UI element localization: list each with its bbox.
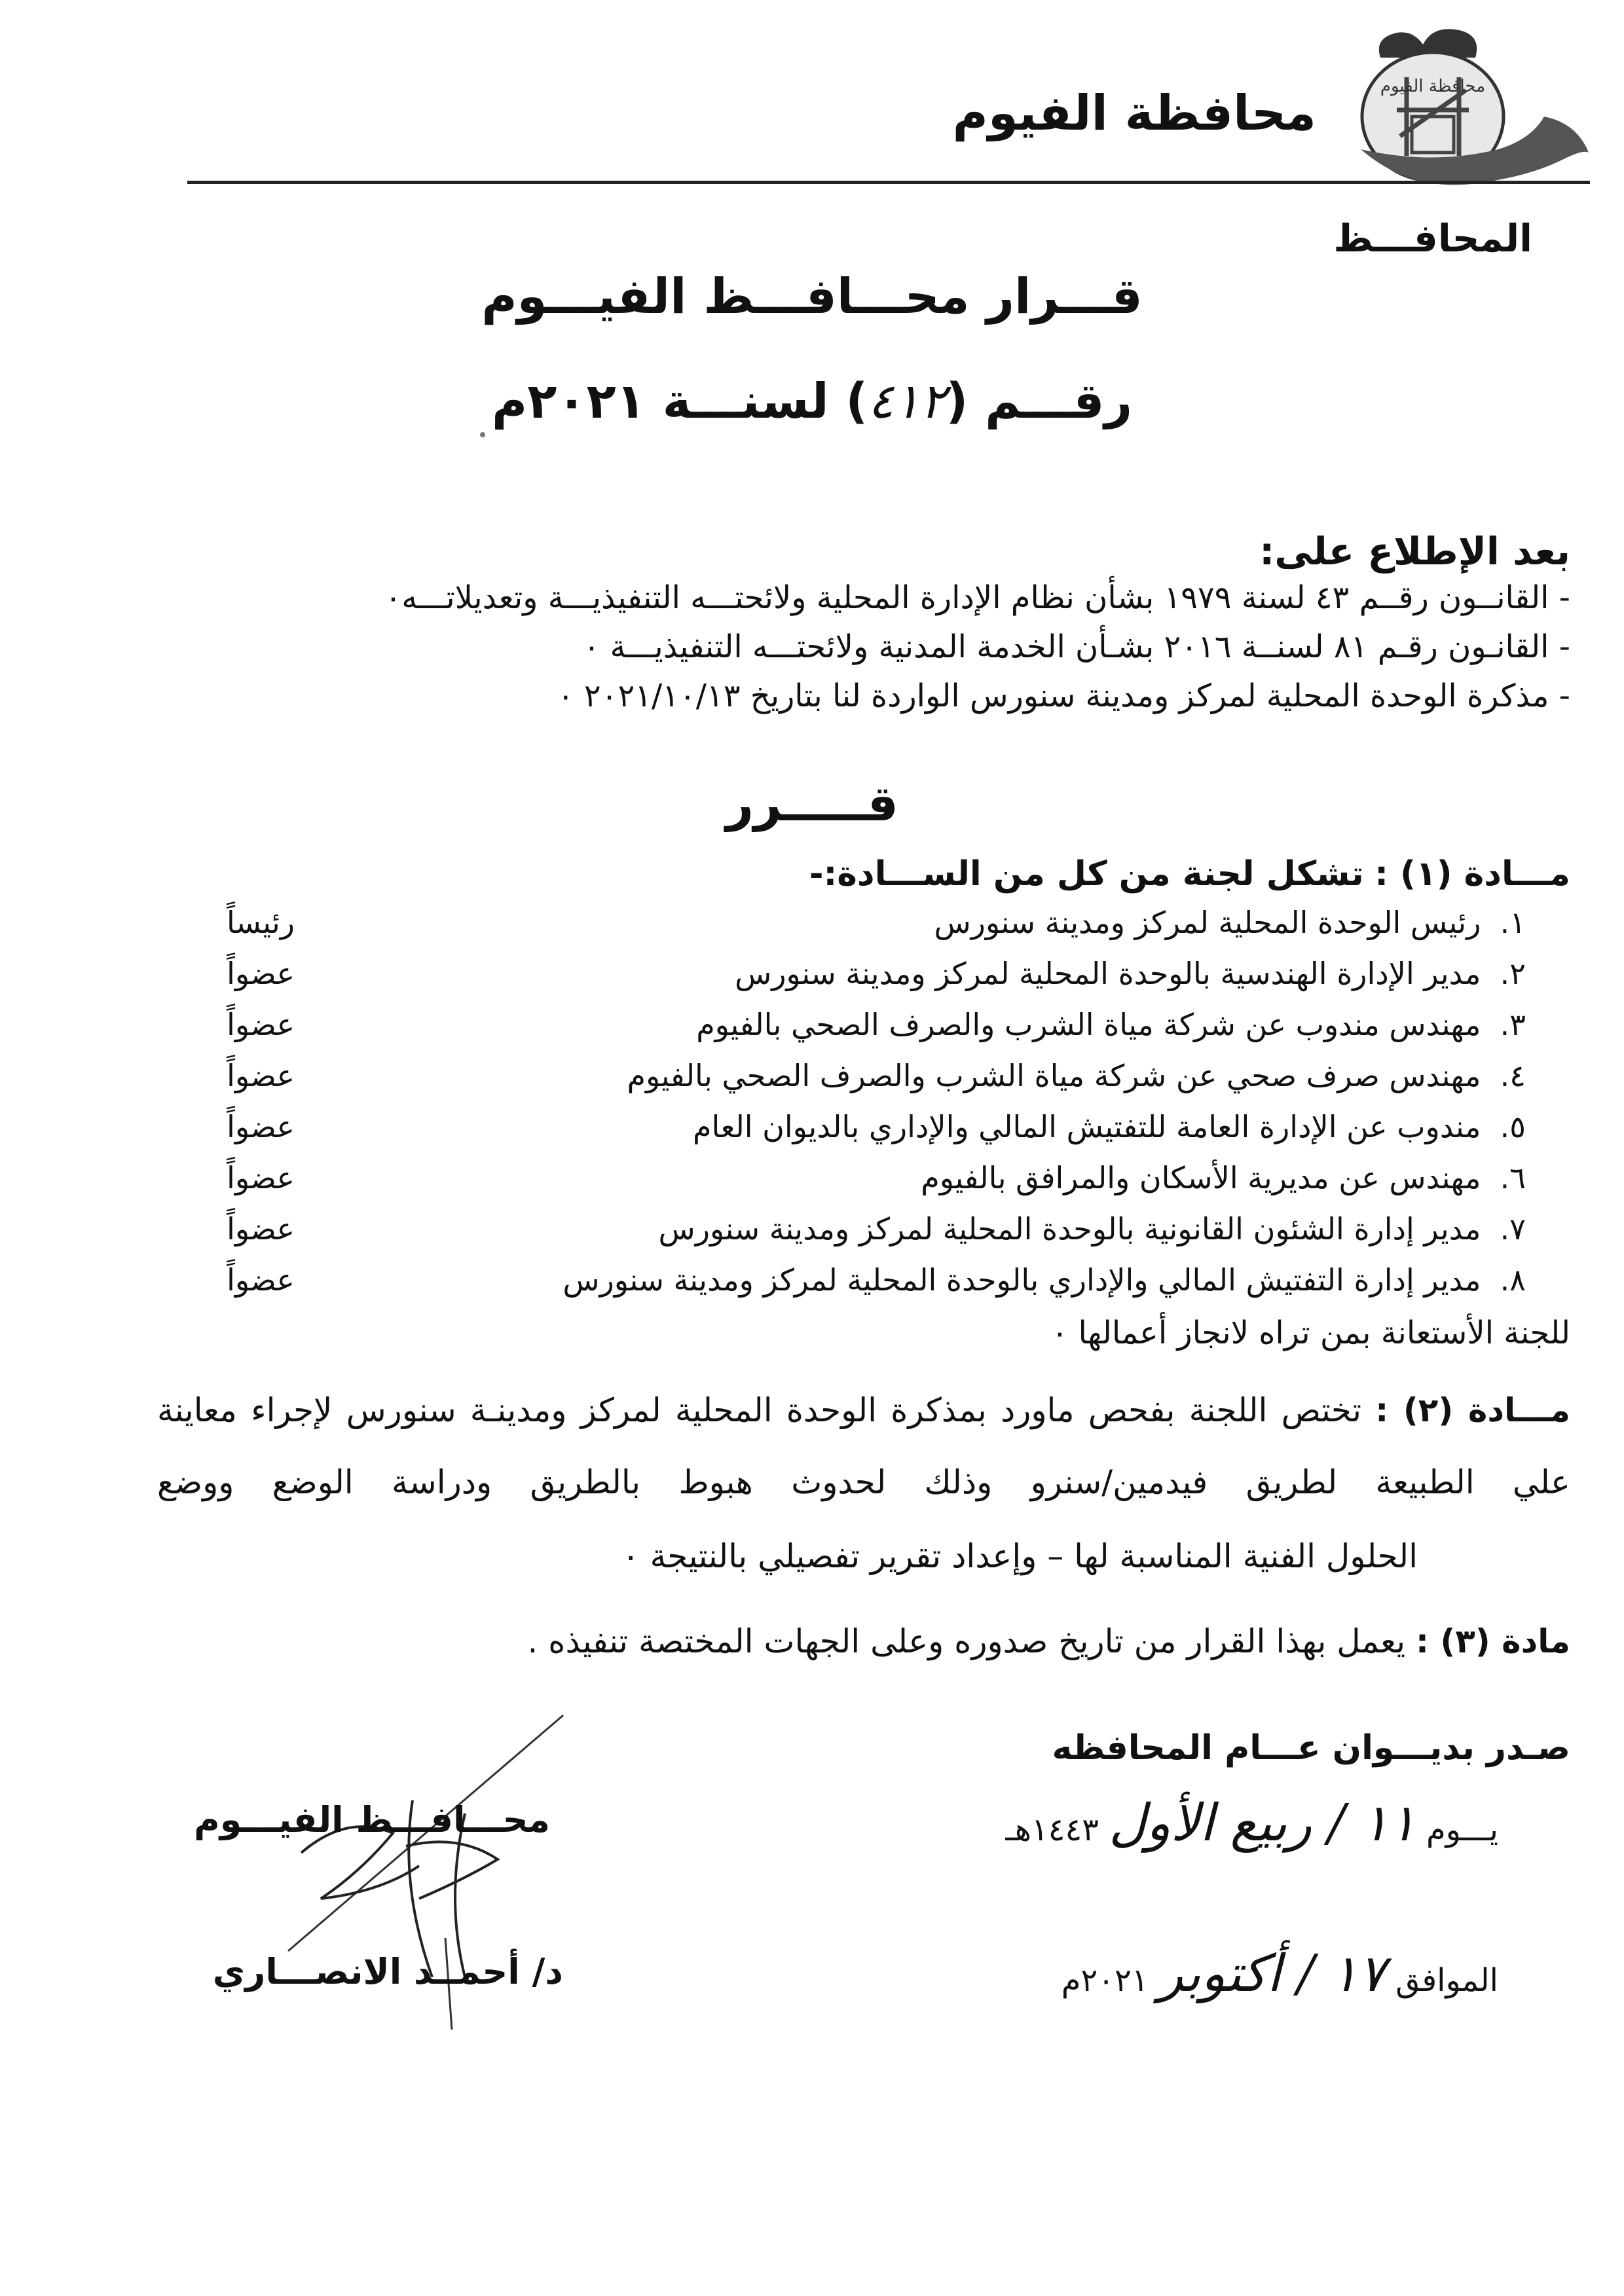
office-title: المحافـــظ [1333, 216, 1532, 261]
member-title: مدير إدارة الشئون القانونية بالوحدة المحلية لمركز ومدينة سنورس [658, 1211, 1481, 1247]
member-number: ١. [1500, 905, 1526, 940]
article-3-text: يعمل بهذا القرار من تاريخ صدوره وعلى الجهات المختصة تنفيذه . [527, 1622, 1406, 1660]
hijri-year: ١٤٤٣هـ [1005, 1812, 1099, 1848]
article-2-line-3: الحلول الفنية المناسبة لها – وإعداد تقرير تفصيلي بالنتيجة ٠ [621, 1537, 1418, 1575]
gregorian-prefix: الموافق [1395, 1962, 1498, 1999]
gregorian-year: ٢٠٢١م [1061, 1962, 1149, 1999]
committee-member [177, 1211, 1526, 1262]
decision-heading: قـــــرر [726, 776, 898, 832]
header-divider [187, 181, 1590, 184]
decree-number-suffix: ) لسنـــة ٢٠٢١م [491, 373, 868, 429]
decree-number-prefix: رقـــم ( [946, 373, 1133, 429]
member-title: مدير الإدارة الهندسية بالوحدة المحلية لمركز ومدينة سنورس [735, 956, 1481, 991]
member-title: مدير إدارة التفتيش المالي والإداري بالوحدة المحلية لمركز ومدينة سنورس [563, 1262, 1481, 1298]
member-role: عضواً [227, 1058, 295, 1093]
member-number: ٧. [1500, 1211, 1526, 1247]
member-title: مهندس صرف صحي عن شركة مياة الشرب والصرف الصحي بالفيوم [627, 1058, 1481, 1093]
preamble-heading: بعد الإطلاع على: [1259, 529, 1570, 574]
article-1-note: للجنة الأستعانة بمن تراه لانجاز أعمالها ٠ [1051, 1315, 1570, 1351]
emblem-text: محافظة الفيوم [1380, 77, 1486, 96]
member-title: مندوب عن الإدارة العامة للتفتيش المالي والإداري بالديوان العام [693, 1109, 1481, 1144]
member-role: عضواً [227, 1262, 295, 1298]
member-title: رئيس الوحدة المحلية لمركز ومدينة سنورس [934, 905, 1481, 940]
scan-speck [480, 432, 485, 437]
signatory-title: محـــافـــظ الفيـــوم [194, 1799, 550, 1840]
member-role: رئيساً [227, 905, 295, 940]
committee-member [177, 1160, 1526, 1211]
member-title: مهندس عن مديرية الأسكان والمرافق بالفيوم [921, 1160, 1481, 1195]
decree-number [0, 373, 1624, 429]
article-3 [527, 1622, 1570, 1660]
committee-member [177, 905, 1526, 956]
member-number: ٨. [1500, 1262, 1526, 1298]
article-2-text: تختص اللجنة بفحص ماورد بمذكرة الوحدة المحلية لمركز ومدينـة سنورس لإجراء معاينة [157, 1391, 1362, 1429]
gregorian-handwritten: ١٧ / أكتوبر [1158, 1944, 1386, 2003]
article-2-line-1 [157, 1391, 1570, 1429]
article-2-line-2: علي الطبيعة لطريق فيدمين/سنرو وذلك لحدوث هبوط بالطريق ودراسة الوضع ووضع [157, 1463, 1570, 1501]
member-number: ٦. [1500, 1160, 1526, 1195]
member-role: عضواً [227, 1109, 295, 1144]
hijri-date [1006, 1794, 1498, 1853]
preamble-item: - مذكرة الوحدة المحلية لمركز ومدينة سنورس الواردة لنا بتاريخ ٢٠٢١/١٠/١٣ ٠ [557, 678, 1570, 714]
article-2-label: مـــادة (٢) : [1375, 1391, 1570, 1429]
issued-at: صـدر بديـــوان عـــام المحافظه [1052, 1728, 1570, 1768]
gregorian-date [1061, 1944, 1498, 2003]
governorate-emblem [1335, 18, 1590, 215]
member-number: ٢. [1500, 956, 1526, 991]
preamble-item: - القانـون رقـم ٨١ لسنــة ٢٠١٦ بشـأن الخدمة المدنية ولائحتـــه التنفيذيـــة ٠ [583, 629, 1570, 665]
member-role: عضواً [227, 1211, 295, 1247]
decree-number-handwritten: ٤١٢ [868, 373, 946, 429]
committee-member [177, 1109, 1526, 1160]
member-number: ٥. [1500, 1109, 1526, 1144]
signatory-name: د/ أحمــد الانصـــاري [212, 1951, 563, 1992]
decree-title: قـــرار محـــافـــظ الفيـــوم [481, 268, 1143, 325]
governorate-name: محافظة الفيوم [952, 85, 1316, 141]
hijri-prefix: يـــوم [1426, 1812, 1498, 1848]
member-title: مهندس مندوب عن شركة مياة الشرب والصرف الصحي بالفيوم [696, 1007, 1481, 1042]
article-3-label: مادة (٣) : [1416, 1622, 1570, 1660]
committee-member [177, 1007, 1526, 1058]
article-1-label: مـــادة (١) : [1375, 854, 1570, 894]
article-1-text: تشكل لجنة من كل من الســـادة:- [809, 854, 1364, 894]
member-number: ٤. [1500, 1058, 1526, 1093]
committee-members-list [177, 905, 1526, 1313]
article-1 [809, 854, 1570, 894]
hijri-handwritten: ١١ / ربيع الأول [1109, 1794, 1416, 1853]
member-role: عضواً [227, 1007, 295, 1042]
committee-member [177, 1058, 1526, 1109]
committee-member [177, 1262, 1526, 1313]
preamble-item: - القانــون رقــم ٤٣ لسنة ١٩٧٩ بشأن نظام الإدارة المحلية ولائحتـــه التنفيذيـــة وتعديلاتـــه٠ [384, 579, 1570, 616]
member-number: ٣. [1500, 1007, 1526, 1042]
committee-member [177, 956, 1526, 1007]
member-role: عضواً [227, 956, 295, 991]
member-role: عضواً [227, 1160, 295, 1195]
